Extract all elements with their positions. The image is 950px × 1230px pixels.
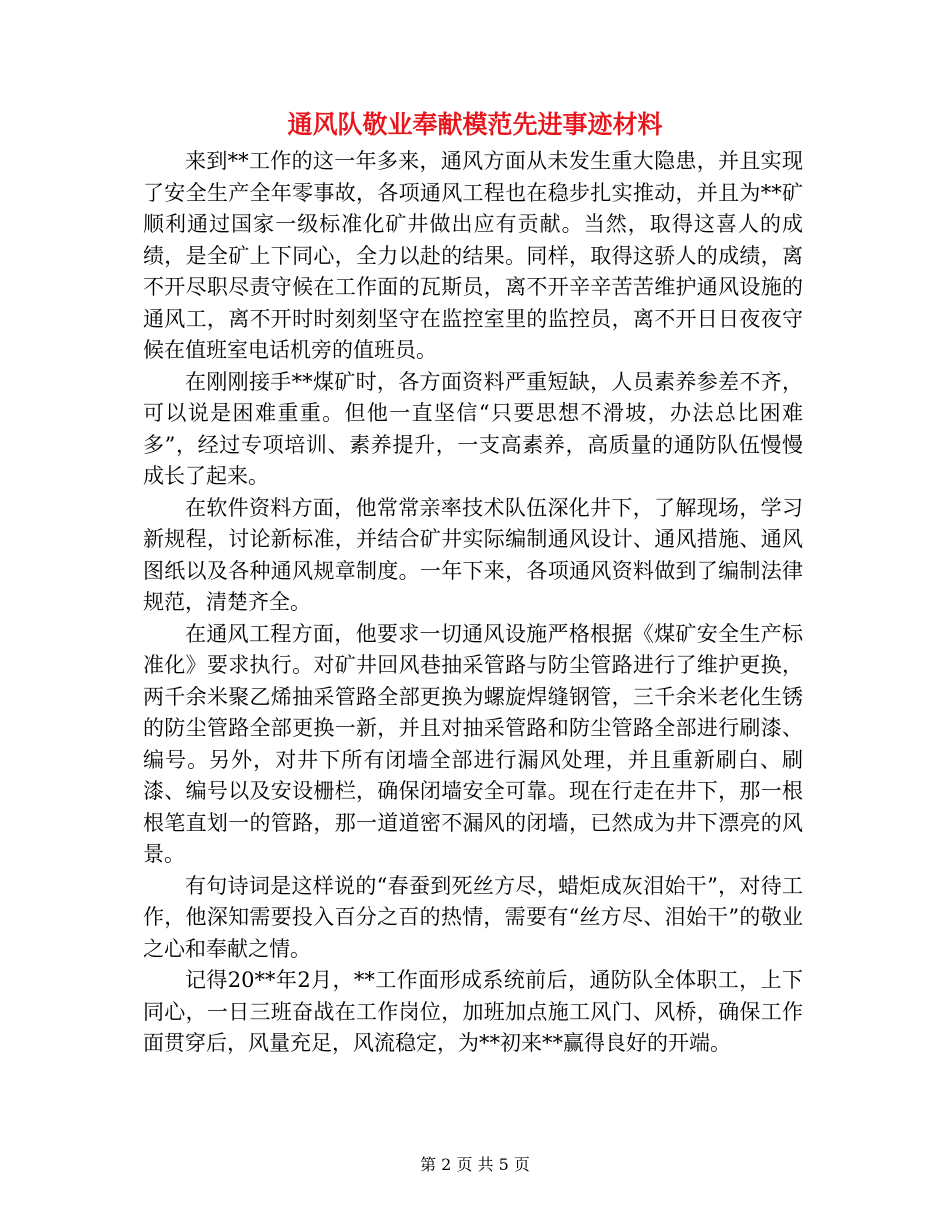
paragraph-3: 在软件资料方面，他常常亲率技术队伍深化井下，了解现场，学习新规程，讨论新标准，并结合矿井实际编制通风设计、通风措施、通风图纸以及各种通风规章制度。一年下来，各项通风资料做到了编制法律规范，清楚齐全。 — [143, 495, 803, 614]
paragraph-4: 在通风工程方面，他要求一切通风设施严格根据《煤矿安全生产标准化》要求执行。对矿井回风巷抽采管路与防尘管路进行了维护更换，两千余米聚乙烯抽采管路全部更换为螺旋焊缝钢管，三千余米老化生锈的防尘管路全部更换一新，并且对抽采管路和防尘管路全部进行刷漆、编号。另外，对井下所有闭墙全部进行漏风处理，并且重新刷白、刷漆、编号以及安设栅栏，确保闭墙安全可靠。现在行走在井下，那一根根笔直划一的管路，那一道道密不漏风的闭墙，已然成为井下漂亮的风景。 — [143, 621, 803, 866]
document-body — [143, 146, 803, 1060]
paragraph-6: 记得20**年2月，**工作面形成系统前后，通防队全体职工，上下同心，一日三班奋战在工作岗位，加班加点施工风门、风桥，确保工作面贯穿后，风量充足，风流稳定，为**初来**赢得良好的开端。 — [143, 968, 803, 1055]
paragraph-5: 有句诗词是这样说的“春蚕到死丝方尽，蜡炬成灰泪始干”，对待工作，他深知需要投入百分之百的热情，需要有“丝方尽、泪始干”的敬业之心和奉献之情。 — [143, 873, 803, 961]
paragraph-2: 在刚刚接手**煤矿时，各方面资料严重短缺，人员素养参差不齐，可以说是困难重重。但他一直坚信“只要思想不滑坡，办法总比困难多”，经过专项培训、素养提升，一支高素养，高质量的通防队伍慢慢成长了起来。 — [143, 369, 803, 488]
page-number-footer: 第 2 页 共 5 页 — [420, 1155, 530, 1174]
document-title: 通风队敬业奉献模范先进事迹材料 — [287, 110, 663, 139]
paragraph-1: 来到**工作的这一年多来，通风方面从未发生重大隐患，并且实现了安全生产全年零事故，各项通风工程也在稳步扎实推动，并且为**矿顺利通过国家一级标准化矿井做出应有贡献。当然，取得这喜人的成绩，是全矿上下同心，全力以赴的结果。同样，取得这骄人的成绩，离不开尽职尽责守候在工作面的瓦斯员，离不开辛辛苦苦维护通风设施的通风工，离不开时时刻刻坚守在监控室里的监控员，离不开日日夜夜守候在值班室电话机旁的值班员。 — [143, 149, 803, 362]
